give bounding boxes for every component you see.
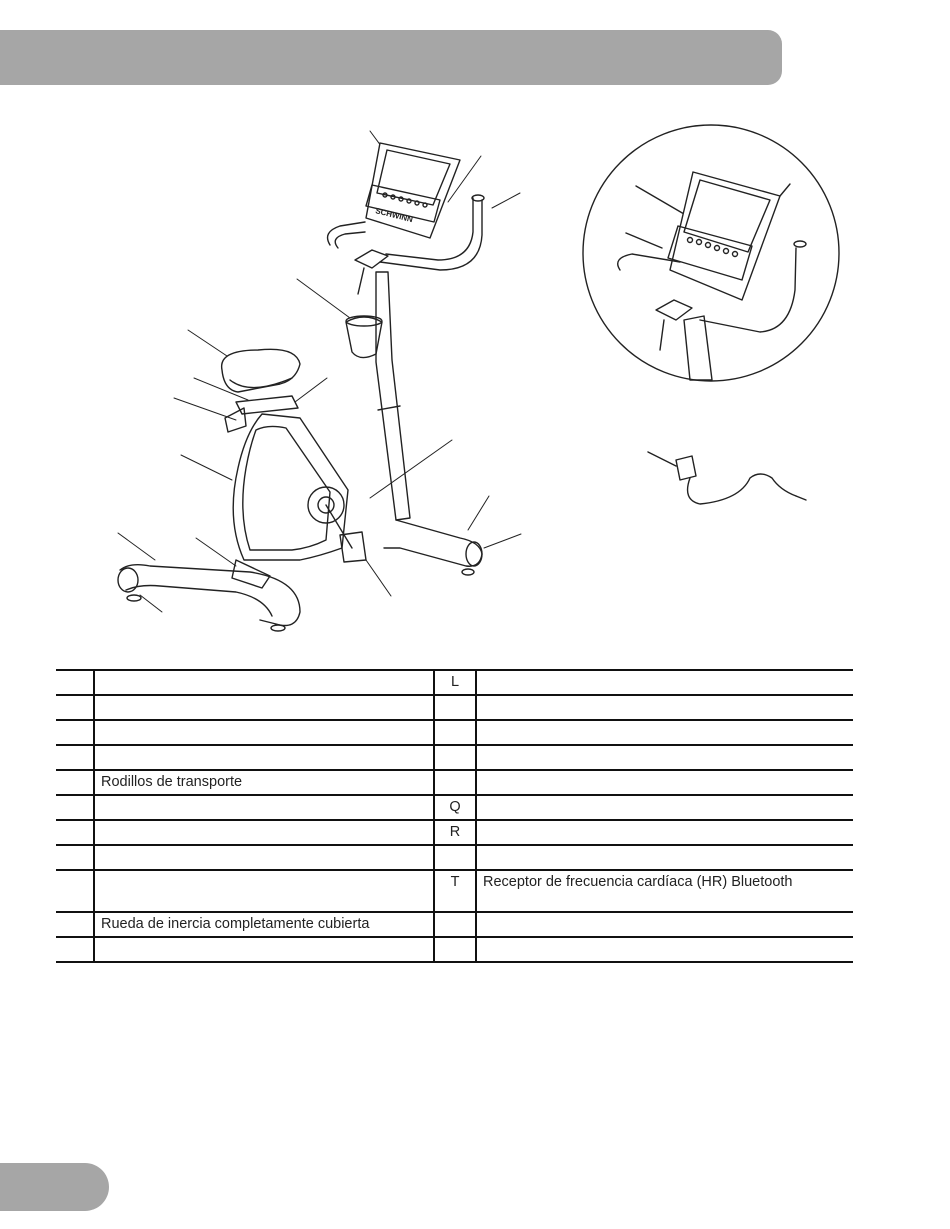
left-desc-cell: Rueda de inercia completamente cubierta bbox=[94, 912, 434, 937]
left-key-cell bbox=[56, 720, 94, 745]
right-key-cell bbox=[434, 695, 476, 720]
right-key-cell bbox=[434, 720, 476, 745]
left-key-cell bbox=[56, 912, 94, 937]
right-desc-cell bbox=[476, 720, 853, 745]
right-desc-cell bbox=[476, 845, 853, 870]
right-key-cell bbox=[434, 745, 476, 770]
left-desc-cell: Rodillos de transporte bbox=[94, 770, 434, 795]
left-key-cell bbox=[56, 670, 94, 695]
table-row bbox=[56, 937, 853, 962]
right-desc-cell bbox=[476, 745, 853, 770]
power-adapter bbox=[648, 452, 806, 504]
right-desc-cell bbox=[476, 912, 853, 937]
console bbox=[366, 143, 460, 238]
left-desc-cell bbox=[94, 745, 434, 770]
frame-shroud bbox=[233, 414, 366, 562]
right-key-cell: Q bbox=[434, 795, 476, 820]
left-key-cell bbox=[56, 770, 94, 795]
left-desc-cell bbox=[94, 845, 434, 870]
table-row bbox=[56, 720, 853, 745]
table-row bbox=[56, 845, 853, 870]
left-desc-cell bbox=[94, 937, 434, 962]
right-key-cell: R bbox=[434, 820, 476, 845]
table-row bbox=[56, 795, 853, 820]
right-desc-cell bbox=[476, 795, 853, 820]
left-desc-cell bbox=[94, 670, 434, 695]
table-row bbox=[56, 912, 853, 937]
table-row bbox=[56, 870, 853, 912]
right-key-cell bbox=[434, 845, 476, 870]
left-key-cell bbox=[56, 795, 94, 820]
left-key-cell bbox=[56, 745, 94, 770]
console-brand-label: SCHWINN bbox=[374, 206, 414, 225]
left-key-cell bbox=[56, 937, 94, 962]
right-desc-cell bbox=[476, 770, 853, 795]
left-desc-cell bbox=[94, 820, 434, 845]
table-row bbox=[56, 770, 853, 795]
right-desc-cell bbox=[476, 820, 853, 845]
parts-list-table bbox=[56, 669, 853, 963]
right-desc-cell bbox=[476, 670, 853, 695]
left-key-cell bbox=[56, 820, 94, 845]
right-key-cell bbox=[434, 770, 476, 795]
left-desc-cell bbox=[94, 720, 434, 745]
right-key-cell: L bbox=[434, 670, 476, 695]
page-header-bar bbox=[0, 30, 782, 85]
upright-post bbox=[376, 272, 410, 520]
table-row bbox=[56, 745, 853, 770]
left-key-cell bbox=[56, 695, 94, 720]
bike-illustration bbox=[0, 100, 950, 660]
right-desc-cell: Receptor de frecuencia cardíaca (HR) Bluetooth bbox=[476, 870, 853, 912]
left-key-cell bbox=[56, 845, 94, 870]
left-desc-cell bbox=[94, 870, 434, 912]
table-row bbox=[56, 820, 853, 845]
front-stabilizer bbox=[384, 520, 482, 575]
console-detail-inset bbox=[583, 125, 839, 381]
table-row bbox=[56, 695, 853, 720]
left-desc-cell bbox=[94, 695, 434, 720]
right-desc-cell bbox=[476, 937, 853, 962]
right-key-cell bbox=[434, 912, 476, 937]
table-row bbox=[56, 670, 853, 695]
right-desc-cell bbox=[476, 695, 853, 720]
left-key-cell bbox=[56, 870, 94, 912]
left-desc-cell bbox=[94, 795, 434, 820]
page-number-tab bbox=[0, 1163, 109, 1211]
right-key-cell bbox=[434, 937, 476, 962]
rear-stabilizer bbox=[118, 560, 300, 631]
right-key-cell: T bbox=[434, 870, 476, 912]
